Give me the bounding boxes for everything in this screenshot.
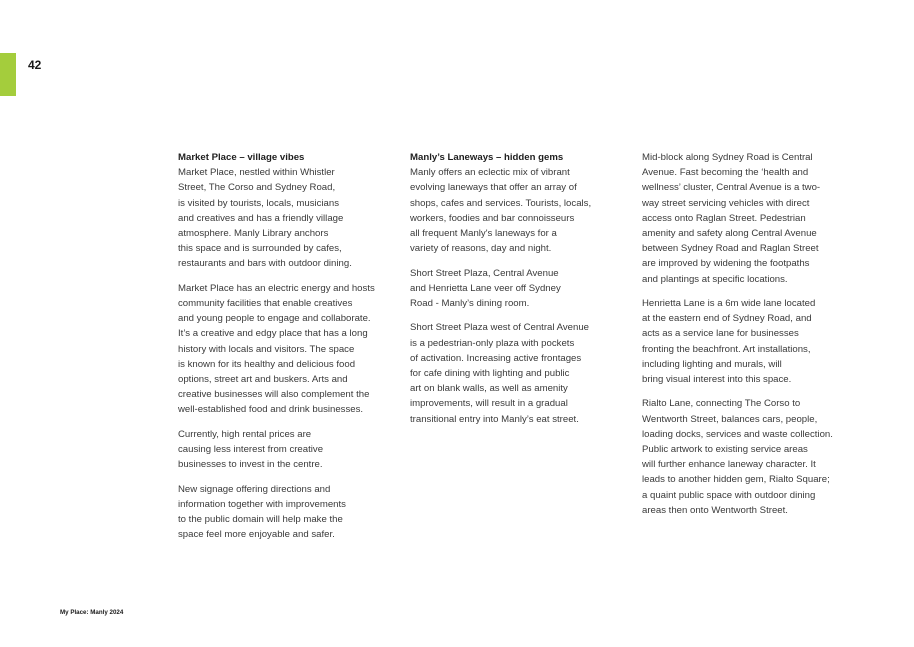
text-line: Public artwork to existing service areas: [642, 444, 808, 456]
text-line: causing less interest from creative: [178, 444, 324, 456]
text-line: atmosphere. Manly Library anchors: [178, 228, 329, 240]
text-line: improvements, will result in a gradual: [410, 398, 568, 410]
text-line: amenity and safety along Central Avenue: [642, 228, 817, 240]
text-line: Short Street Plaza west of Central Avenue: [410, 322, 590, 334]
text-line: acts as a service lane for businesses: [642, 328, 799, 340]
text-line: leads to another hidden gem, Rialto Square;: [642, 474, 830, 486]
section-heading: Manly’s Laneways – hidden gems: [410, 152, 564, 163]
text-line: shops, cafes and services. Tourists, locals,: [410, 197, 592, 209]
text-line: Mid-block along Sydney Road is Central: [642, 152, 813, 163]
text-line: Manly offers an eclectic mix of vibrant: [410, 167, 570, 179]
text-line: this space and is surrounded by cafes,: [178, 243, 342, 255]
text-line: a quaint public space with outdoor dining: [642, 489, 816, 501]
paragraph: [178, 427, 398, 473]
text-line: way street servicing vehicles with direct: [642, 197, 810, 209]
text-line: fronting the beachfront. Art installations,: [642, 343, 811, 355]
paragraph: [642, 396, 862, 518]
text-line: information together with improvements: [178, 498, 346, 510]
text-line: space feel more enjoyable and safer.: [178, 529, 335, 541]
text-line: Short Street Plaza, Central Avenue: [410, 267, 559, 279]
text-line: Avenue. Fast becoming the ‘health and: [642, 167, 809, 179]
text-line: Wentworth Street, balances cars, people,: [642, 413, 818, 425]
text-line: wellness’ cluster, Central Avenue is a two-: [642, 182, 821, 194]
text-line: Henrietta Lane is a 6m wide lane located: [642, 298, 816, 310]
text-line: art on blank walls, as well as amenity: [410, 383, 568, 395]
text-line: between Sydney Road and Raglan Street: [642, 243, 819, 255]
text-line: variety of reasons, day and night.: [410, 243, 552, 255]
column-market-place: [178, 150, 398, 552]
text-line: community facilities that enable creatives: [178, 298, 353, 310]
text-line: and creatives and has a friendly village: [178, 212, 344, 224]
text-line: Currently, high rental prices are: [178, 428, 312, 440]
text-line: is known for its healthy and delicious food: [178, 358, 356, 370]
text-line: areas then onto Wentworth Street.: [642, 504, 788, 516]
section-heading: Market Place – village vibes: [178, 152, 305, 163]
text-line: workers, foodies and bar connoisseurs: [410, 212, 575, 224]
text-line: all frequent Manly's laneways for a: [410, 228, 557, 240]
paragraph: [410, 266, 630, 312]
text-line: Market Place has an electric energy and hosts: [178, 282, 375, 294]
text-line: and young people to engage and collaborate.: [178, 313, 371, 325]
text-line: to the public domain will help make the: [178, 514, 343, 526]
page-number: 42: [28, 58, 42, 72]
text-line: of activation. Increasing active frontages: [410, 352, 582, 364]
text-line: access onto Raglan Street. Pedestrian: [642, 212, 806, 224]
paragraph: [410, 320, 630, 426]
paragraph: [178, 150, 398, 272]
text-line: and Henrietta Lane veer off Sydney: [410, 282, 561, 294]
text-line: It’s a creative and edgy place that has a long: [178, 328, 368, 340]
text-line: options, street art and buskers. Arts and: [178, 374, 348, 386]
paragraph: [642, 150, 862, 287]
text-line: businesses to invest in the centre.: [178, 459, 323, 471]
text-line: New signage offering directions and: [178, 483, 331, 495]
text-line: is visited by tourists, locals, musicians: [178, 197, 340, 209]
text-line: Market Place, nestled within Whistler: [178, 167, 335, 179]
text-line: at the eastern end of Sydney Road, and: [642, 313, 812, 325]
text-line: history with locals and visitors. The space: [178, 343, 355, 355]
text-line: Road - Manly’s dining room.: [410, 298, 530, 310]
column-central-avenue: [642, 150, 862, 527]
text-line: and plantings at specific locations.: [642, 273, 788, 285]
text-line: bring visual interest into this space.: [642, 374, 792, 386]
text-line: is a pedestrian-only plaza with pockets: [410, 337, 575, 349]
text-line: transitional entry into Manly’s eat street.: [410, 413, 579, 425]
page-accent-bar: [0, 53, 16, 96]
text-line: for cafe dining with lighting and public: [410, 368, 570, 380]
paragraph: [178, 482, 398, 543]
text-line: restaurants and bars with outdoor dining.: [178, 258, 352, 270]
paragraph: [178, 281, 398, 418]
text-line: Rialto Lane, connecting The Corso to: [642, 398, 801, 410]
text-line: creative businesses will also complement the: [178, 389, 370, 401]
footer-text: My Place: Manly 2024: [60, 609, 124, 616]
column-laneways: [410, 150, 630, 436]
text-line: Street, The Corso and Sydney Road,: [178, 182, 336, 194]
text-line: will further enhance laneway character. It: [642, 459, 816, 471]
text-line: loading docks, services and waste collection.: [642, 428, 833, 440]
text-line: evolving laneways that offer an array of: [410, 182, 577, 194]
paragraph: [642, 296, 862, 387]
text-line: including lighting and murals, will: [642, 358, 782, 370]
paragraph: [410, 150, 630, 256]
text-line: well-established food and drink businesses.: [178, 404, 364, 416]
text-line: are improved by widening the footpaths: [642, 258, 810, 270]
